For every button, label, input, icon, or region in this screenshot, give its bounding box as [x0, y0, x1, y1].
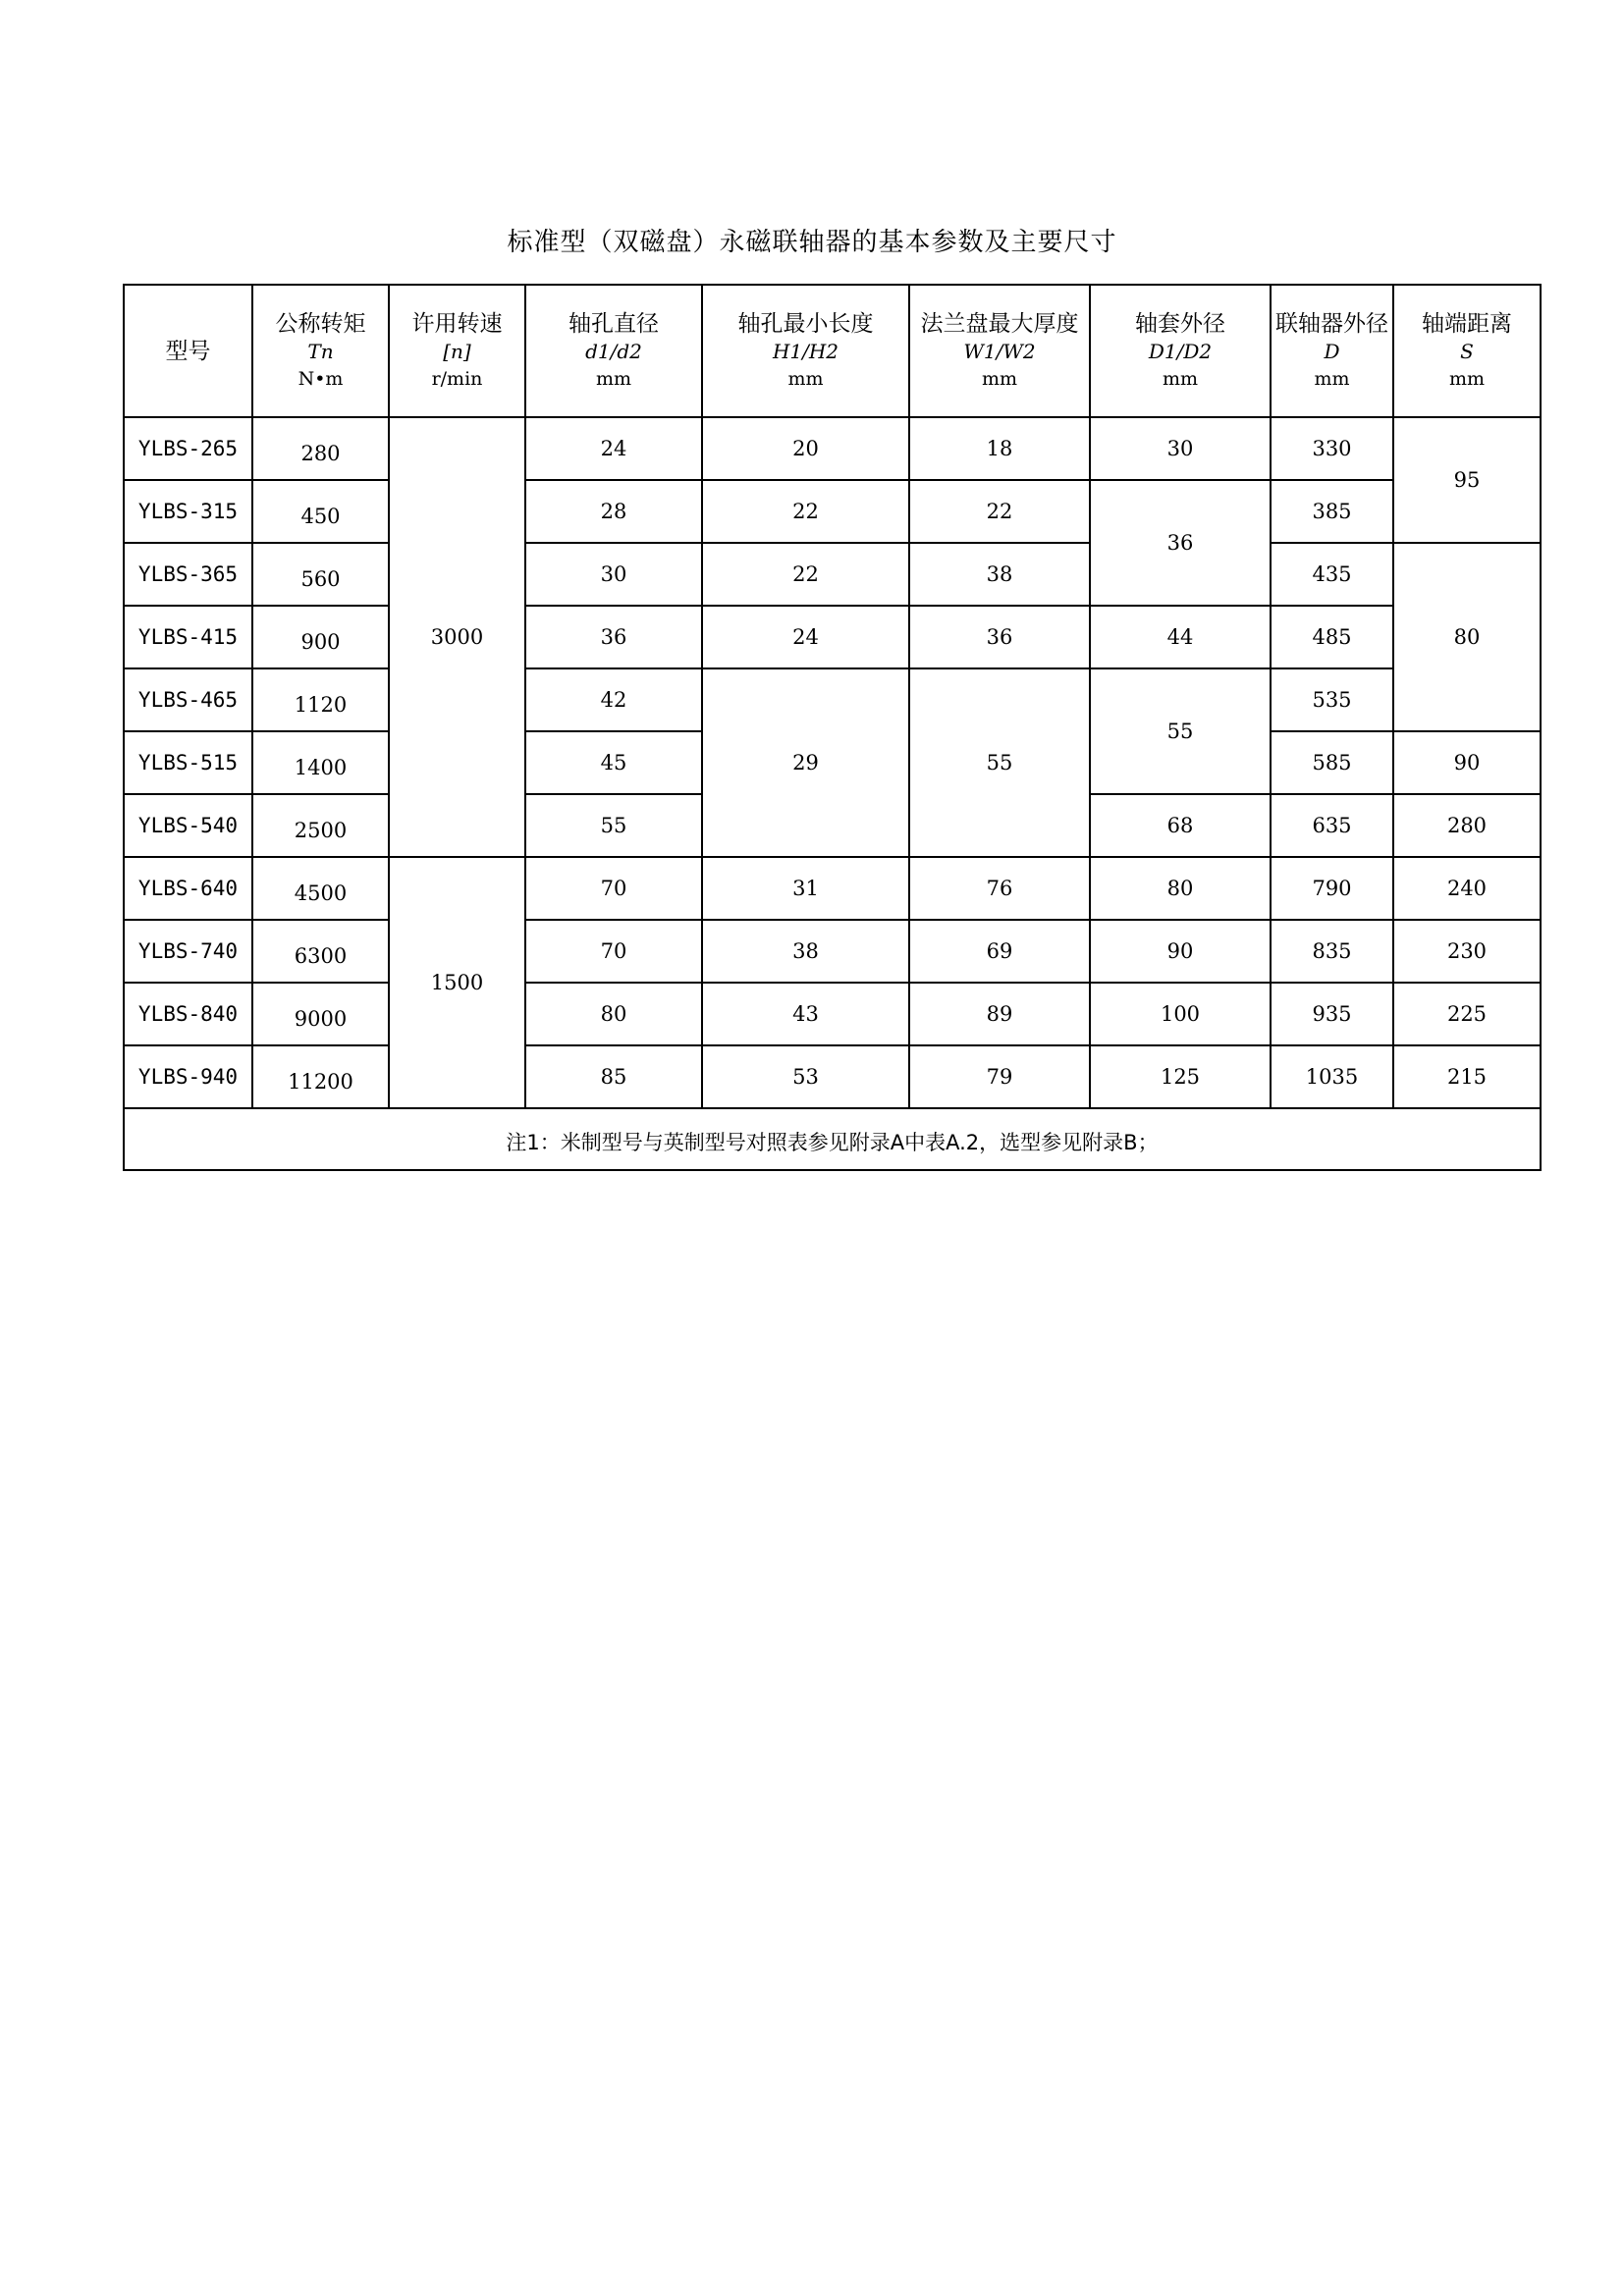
distance-cell: 230 — [1393, 920, 1541, 983]
flange-cell: 76 — [909, 857, 1090, 920]
coupling-cell: 435 — [1271, 543, 1393, 606]
coupling-cell: 835 — [1271, 920, 1393, 983]
table-row — [124, 1045, 1541, 1108]
torque-cell: 9000 — [252, 983, 389, 1045]
length-cell: 20 — [702, 417, 909, 480]
table-row — [124, 857, 1541, 920]
header-distance: 轴端距离 S mm — [1393, 285, 1541, 417]
header-coupling: 联轴器外径 D mm — [1271, 285, 1393, 417]
torque-cell: 900 — [252, 606, 389, 668]
sleeve-cell: 80 — [1090, 857, 1271, 920]
table-row — [124, 983, 1541, 1045]
table-row — [124, 920, 1541, 983]
bore-cell: 85 — [525, 1045, 702, 1108]
header-torque: 公称转矩 Tn N•m — [252, 285, 389, 417]
model-cell: YLBS-740 — [124, 920, 252, 983]
sleeve-cell: 30 — [1090, 417, 1271, 480]
coupling-cell: 790 — [1271, 857, 1393, 920]
sleeve-cell: 100 — [1090, 983, 1271, 1045]
distance-cell: 280 — [1393, 794, 1541, 857]
distance-cell: 240 — [1393, 857, 1541, 920]
parameter-table — [123, 284, 1542, 1171]
coupling-cell: 330 — [1271, 417, 1393, 480]
flange-cell: 36 — [909, 606, 1090, 668]
coupling-cell: 585 — [1271, 731, 1393, 794]
bore-cell: 55 — [525, 794, 702, 857]
model-cell: YLBS-265 — [124, 417, 252, 480]
header-flange: 法兰盘最大厚度 W1/W2 mm — [909, 285, 1090, 417]
note-row — [124, 1108, 1541, 1170]
flange-cell: 89 — [909, 983, 1090, 1045]
distance-cell: 215 — [1393, 1045, 1541, 1108]
model-cell: YLBS-540 — [124, 794, 252, 857]
speed-cell-merged: 1500 — [389, 857, 525, 1108]
coupling-cell: 485 — [1271, 606, 1393, 668]
header-length: 轴孔最小长度 H1/H2 mm — [702, 285, 909, 417]
coupling-cell: 1035 — [1271, 1045, 1393, 1108]
torque-cell: 450 — [252, 480, 389, 543]
table-title: 标准型（双磁盘）永磁联轴器的基本参数及主要尺寸 — [507, 228, 1117, 257]
header-sleeve: 轴套外径 D1/D2 mm — [1090, 285, 1271, 417]
table-row — [124, 668, 1541, 731]
model-cell: YLBS-515 — [124, 731, 252, 794]
model-cell: YLBS-640 — [124, 857, 252, 920]
length-cell: 53 — [702, 1045, 909, 1108]
torque-cell: 4500 — [252, 857, 389, 920]
bore-cell: 70 — [525, 857, 702, 920]
coupling-cell: 385 — [1271, 480, 1393, 543]
torque-cell: 280 — [252, 417, 389, 480]
flange-cell-merged: 55 — [909, 668, 1090, 857]
torque-cell: 1400 — [252, 731, 389, 794]
model-cell: YLBS-840 — [124, 983, 252, 1045]
distance-cell-merged: 80 — [1393, 543, 1541, 731]
sleeve-cell: 68 — [1090, 794, 1271, 857]
bore-cell: 70 — [525, 920, 702, 983]
model-cell: YLBS-415 — [124, 606, 252, 668]
distance-cell-merged: 95 — [1393, 417, 1541, 543]
length-cell-merged: 29 — [702, 668, 909, 857]
sleeve-cell-merged: 36 — [1090, 480, 1271, 606]
torque-cell: 1120 — [252, 668, 389, 731]
bore-cell: 24 — [525, 417, 702, 480]
header-model: 型号 — [124, 285, 252, 417]
sleeve-cell: 125 — [1090, 1045, 1271, 1108]
bore-cell: 30 — [525, 543, 702, 606]
model-cell: YLBS-940 — [124, 1045, 252, 1108]
torque-cell: 2500 — [252, 794, 389, 857]
distance-cell: 90 — [1393, 731, 1541, 794]
length-cell: 38 — [702, 920, 909, 983]
table-row — [124, 543, 1541, 606]
flange-cell: 18 — [909, 417, 1090, 480]
length-cell: 22 — [702, 480, 909, 543]
flange-cell: 69 — [909, 920, 1090, 983]
distance-cell: 225 — [1393, 983, 1541, 1045]
model-cell: YLBS-315 — [124, 480, 252, 543]
torque-cell: 11200 — [252, 1045, 389, 1108]
model-cell: YLBS-465 — [124, 668, 252, 731]
header-bore: 轴孔直径 d1/d2 mm — [525, 285, 702, 417]
speed-cell-merged: 3000 — [389, 417, 525, 857]
torque-cell: 560 — [252, 543, 389, 606]
bore-cell: 36 — [525, 606, 702, 668]
bore-cell: 42 — [525, 668, 702, 731]
coupling-cell: 635 — [1271, 794, 1393, 857]
table-row — [124, 606, 1541, 668]
table-row — [124, 417, 1541, 480]
length-cell: 43 — [702, 983, 909, 1045]
flange-cell: 38 — [909, 543, 1090, 606]
torque-cell: 6300 — [252, 920, 389, 983]
bore-cell: 45 — [525, 731, 702, 794]
coupling-cell: 935 — [1271, 983, 1393, 1045]
coupling-cell: 535 — [1271, 668, 1393, 731]
bore-cell: 80 — [525, 983, 702, 1045]
table-note: 注1：米制型号与英制型号对照表参见附录A中表A.2，选型参见附录B； — [124, 1108, 1541, 1170]
flange-cell: 79 — [909, 1045, 1090, 1108]
sleeve-cell: 90 — [1090, 920, 1271, 983]
sleeve-cell-merged: 55 — [1090, 668, 1271, 794]
header-speed: 许用转速 [n] r/min — [389, 285, 525, 417]
table-row — [124, 480, 1541, 543]
length-cell: 31 — [702, 857, 909, 920]
sleeve-cell: 44 — [1090, 606, 1271, 668]
header-row — [124, 285, 1541, 417]
model-cell: YLBS-365 — [124, 543, 252, 606]
length-cell: 22 — [702, 543, 909, 606]
flange-cell: 22 — [909, 480, 1090, 543]
bore-cell: 28 — [525, 480, 702, 543]
length-cell: 24 — [702, 606, 909, 668]
